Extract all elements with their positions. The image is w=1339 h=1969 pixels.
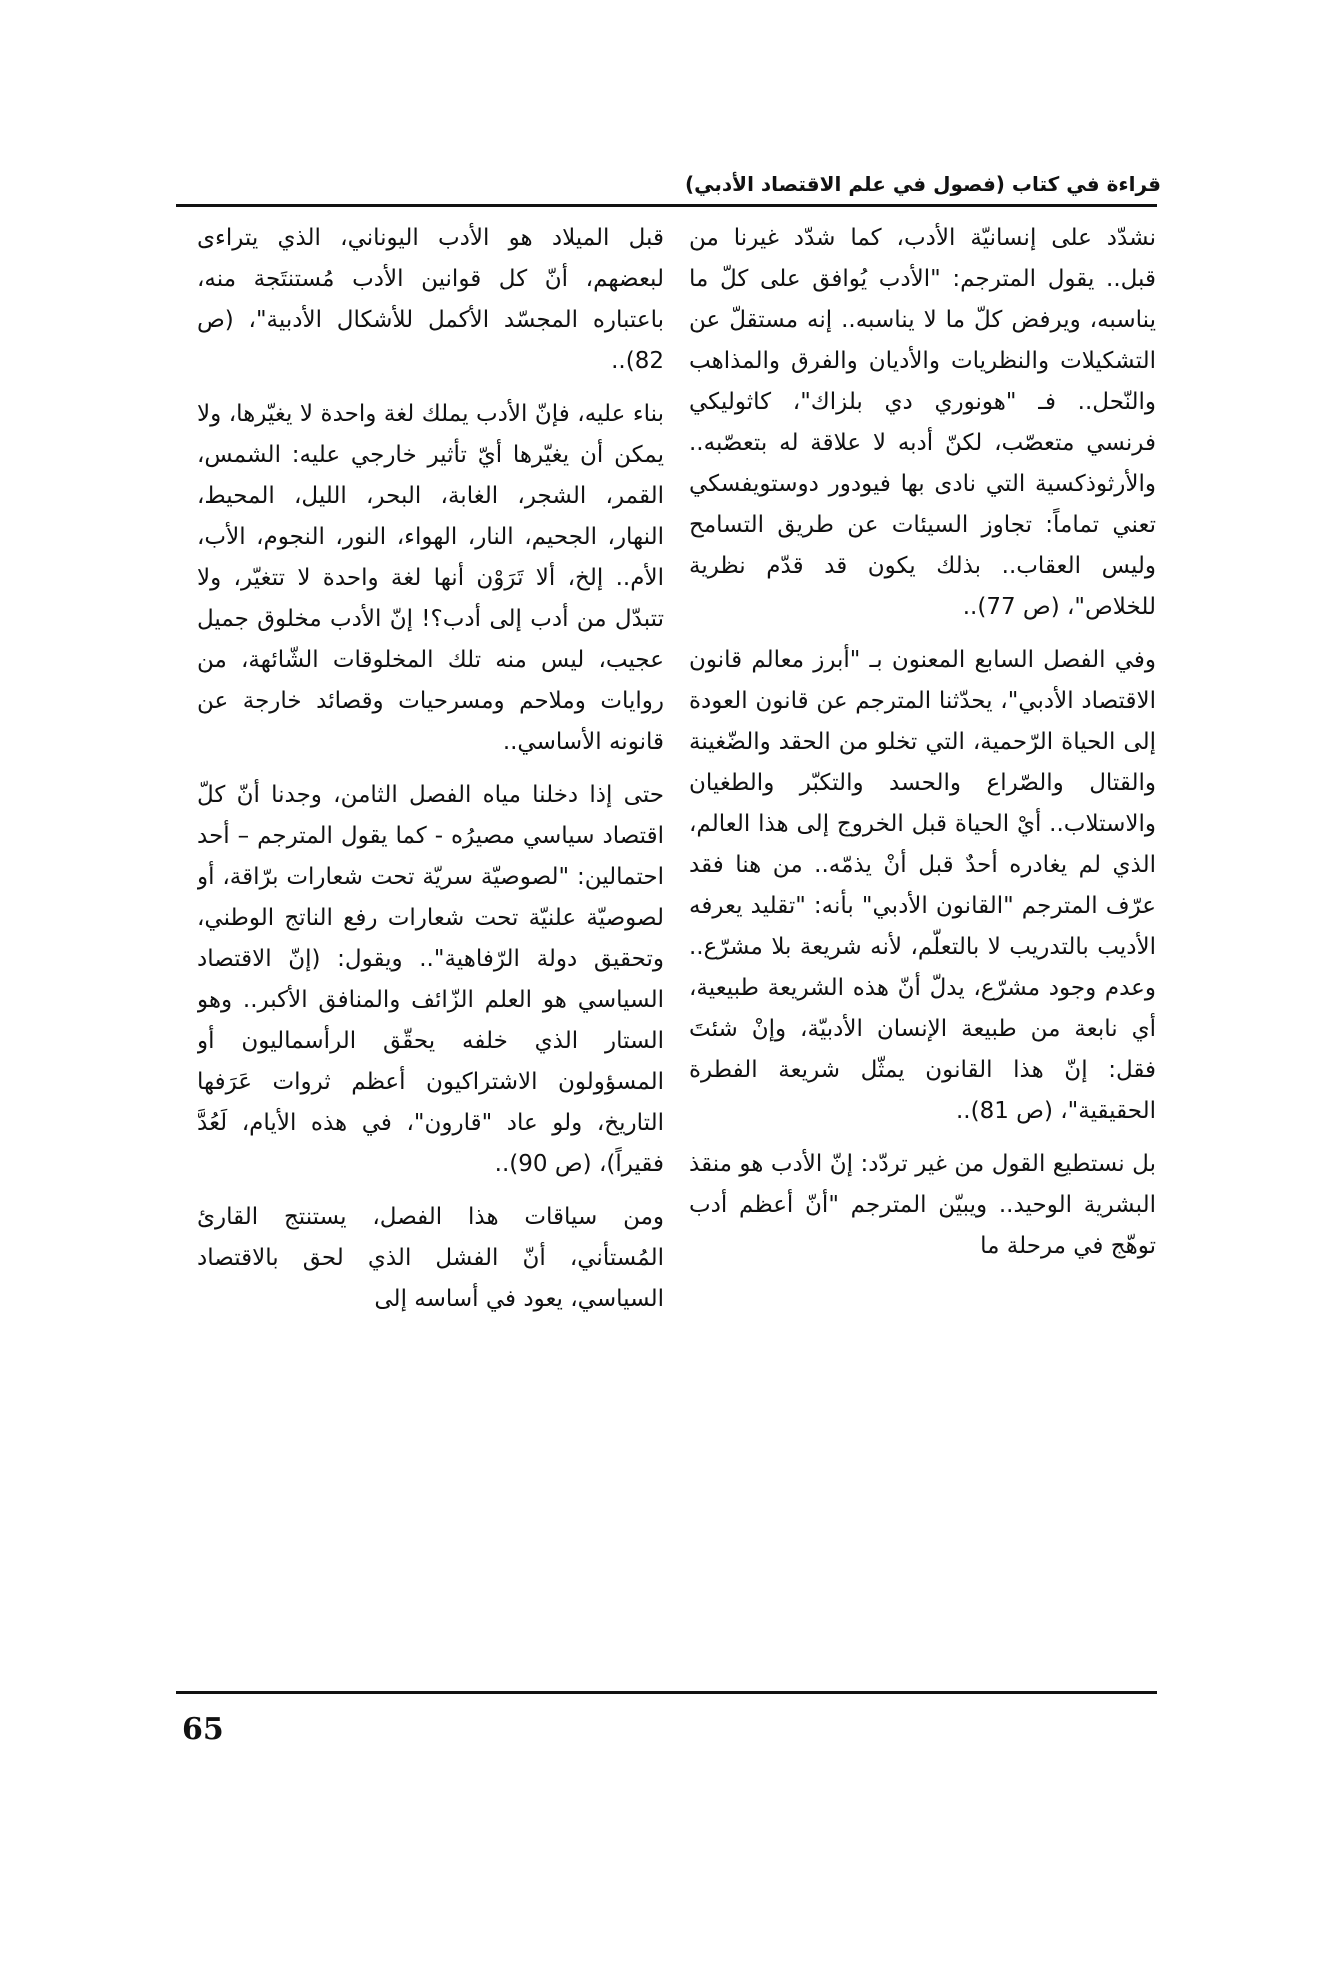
page-number: 65 [182, 1712, 224, 1747]
text-column-left [197, 218, 664, 1680]
paragraph: حتى إذا دخلنا مياه الفصل الثامن، وجدنا أنّ كلّ اقتصاد سياسي مصيرُه - كما يقول المترجم – أحد احتمالين: "لصوصيّة سريّة تحت شعارات برّاقة، أو لصوصيّة علنيّة تحت شعارات رفع الناتج الوطني، وتحقيق دولة الرّفاهية".. ويقول: (إنّ الاقتصاد السياسي هو العلم الزّائف والمنافق الأكبر.. وهو الستار الذي خلفه يحقّق الرأسماليون أو المسؤولون الاشتراكيون أعظم ثروات عَرَفها التاريخ، ولو عاد "قارون"، في هذه الأيام، لَعُدَّ فقيراً)، (ص 90).. [197, 782, 664, 1177]
footer-rule [176, 1691, 1157, 1694]
paragraph: قبل الميلاد هو الأدب اليوناني، الذي يتراءى لبعضهم، أنّ كل قوانين الأدب مُستنتَجة منه، باعتباره المجسّد الأكمل للأشكال الأدبية"، (ص 82).. [197, 225, 664, 374]
running-header: قراءة في كتاب (فصول في علم الاقتصاد الأدبي) [685, 172, 1161, 196]
paragraph: بناء عليه، فإنّ الأدب يملك لغة واحدة لا يغيّرها، ولا يمكن أن يغيّرها أيّ تأثير خارجي عليه: الشمس، القمر، الشجر، الغابة، البحر، الليل، المحيط، النهار، الجحيم، النار، الهواء، النور، النجوم، الأب، الأم.. إلخ، ألا تَرَوْن أنها لغة واحدة لا تتغيّر، ولا تتبدّل من أدب إلى أدب؟! إنّ الأدب مخلوق جميل عجيب، ليس منه تلك المخلوقات الشّائهة، من روايات وملاحم ومسرحيات وقصائد خارجة عن قانونه الأساسي.. [197, 401, 664, 755]
header-rule [176, 204, 1157, 207]
paragraph: نشدّد على إنسانيّة الأدب، كما شدّد غيرنا من قبل.. يقول المترجم: "الأدب يُوافق على كلّ ما يناسبه، ويرفض كلّ ما لا يناسبه.. إنه مستقلّ عن التشكيلات والنظريات والأديان والفرق والمذاهب والنّحل.. فـ "هونوري دي بلزاك"، كاثوليكي فرنسي متعصّب، لكنّ أدبه لا علاقة له بتعصّبه.. والأرثوذكسية التي نادى بها فيودور دوستويفسكي تعني تماماً: تجاوز السيئات عن طريق التسامح وليس العقاب.. بذلك يكون قد قدّم نظرية للخلاص"، (ص 77).. [689, 225, 1156, 620]
paragraph: وفي الفصل السابع المعنون بـ "أبرز معالم قانون الاقتصاد الأدبي"، يحدّثنا المترجم عن قانون العودة إلى الحياة الرّحمية، التي تخلو من الحقد والضّغينة والقتال والصّراع والحسد والتكبّر والطغيان والاستلاب.. أيْ الحياة قبل الخروج إلى هذا العالم، الذي لم يغادره أحدٌ قبل أنْ يذمّه.. من هنا فقد عرّف المترجم "القانون الأدبي" بأنه: "تقليد يعرفه الأديب بالتدريب لا بالتعلّم، لأنه شريعة بلا مشرّع.. وعدم وجود مشرّع، يدلّ أنّ هذه الشريعة طبيعية، أي نابعة من طبيعة الإنسان الأدبيّة، وإنْ شئتَ فقل: إنّ هذا القانون يمثّل شريعة الفطرة الحقيقية"، (ص 81).. [689, 647, 1156, 1124]
paragraph: ومن سياقات هذا الفصل، يستنتج القارئ المُستأني، أنّ الفشل الذي لحق بالاقتصاد السياسي، يعود في أساسه إلى [197, 1204, 664, 1312]
paragraph: بل نستطيع القول من غير تردّد: إنّ الأدب هو منقذ البشرية الوحيد.. ويبيّن المترجم "أنّ أعظم أدب توهّج في مرحلة ما [689, 1151, 1156, 1259]
text-column-right [689, 218, 1156, 1680]
